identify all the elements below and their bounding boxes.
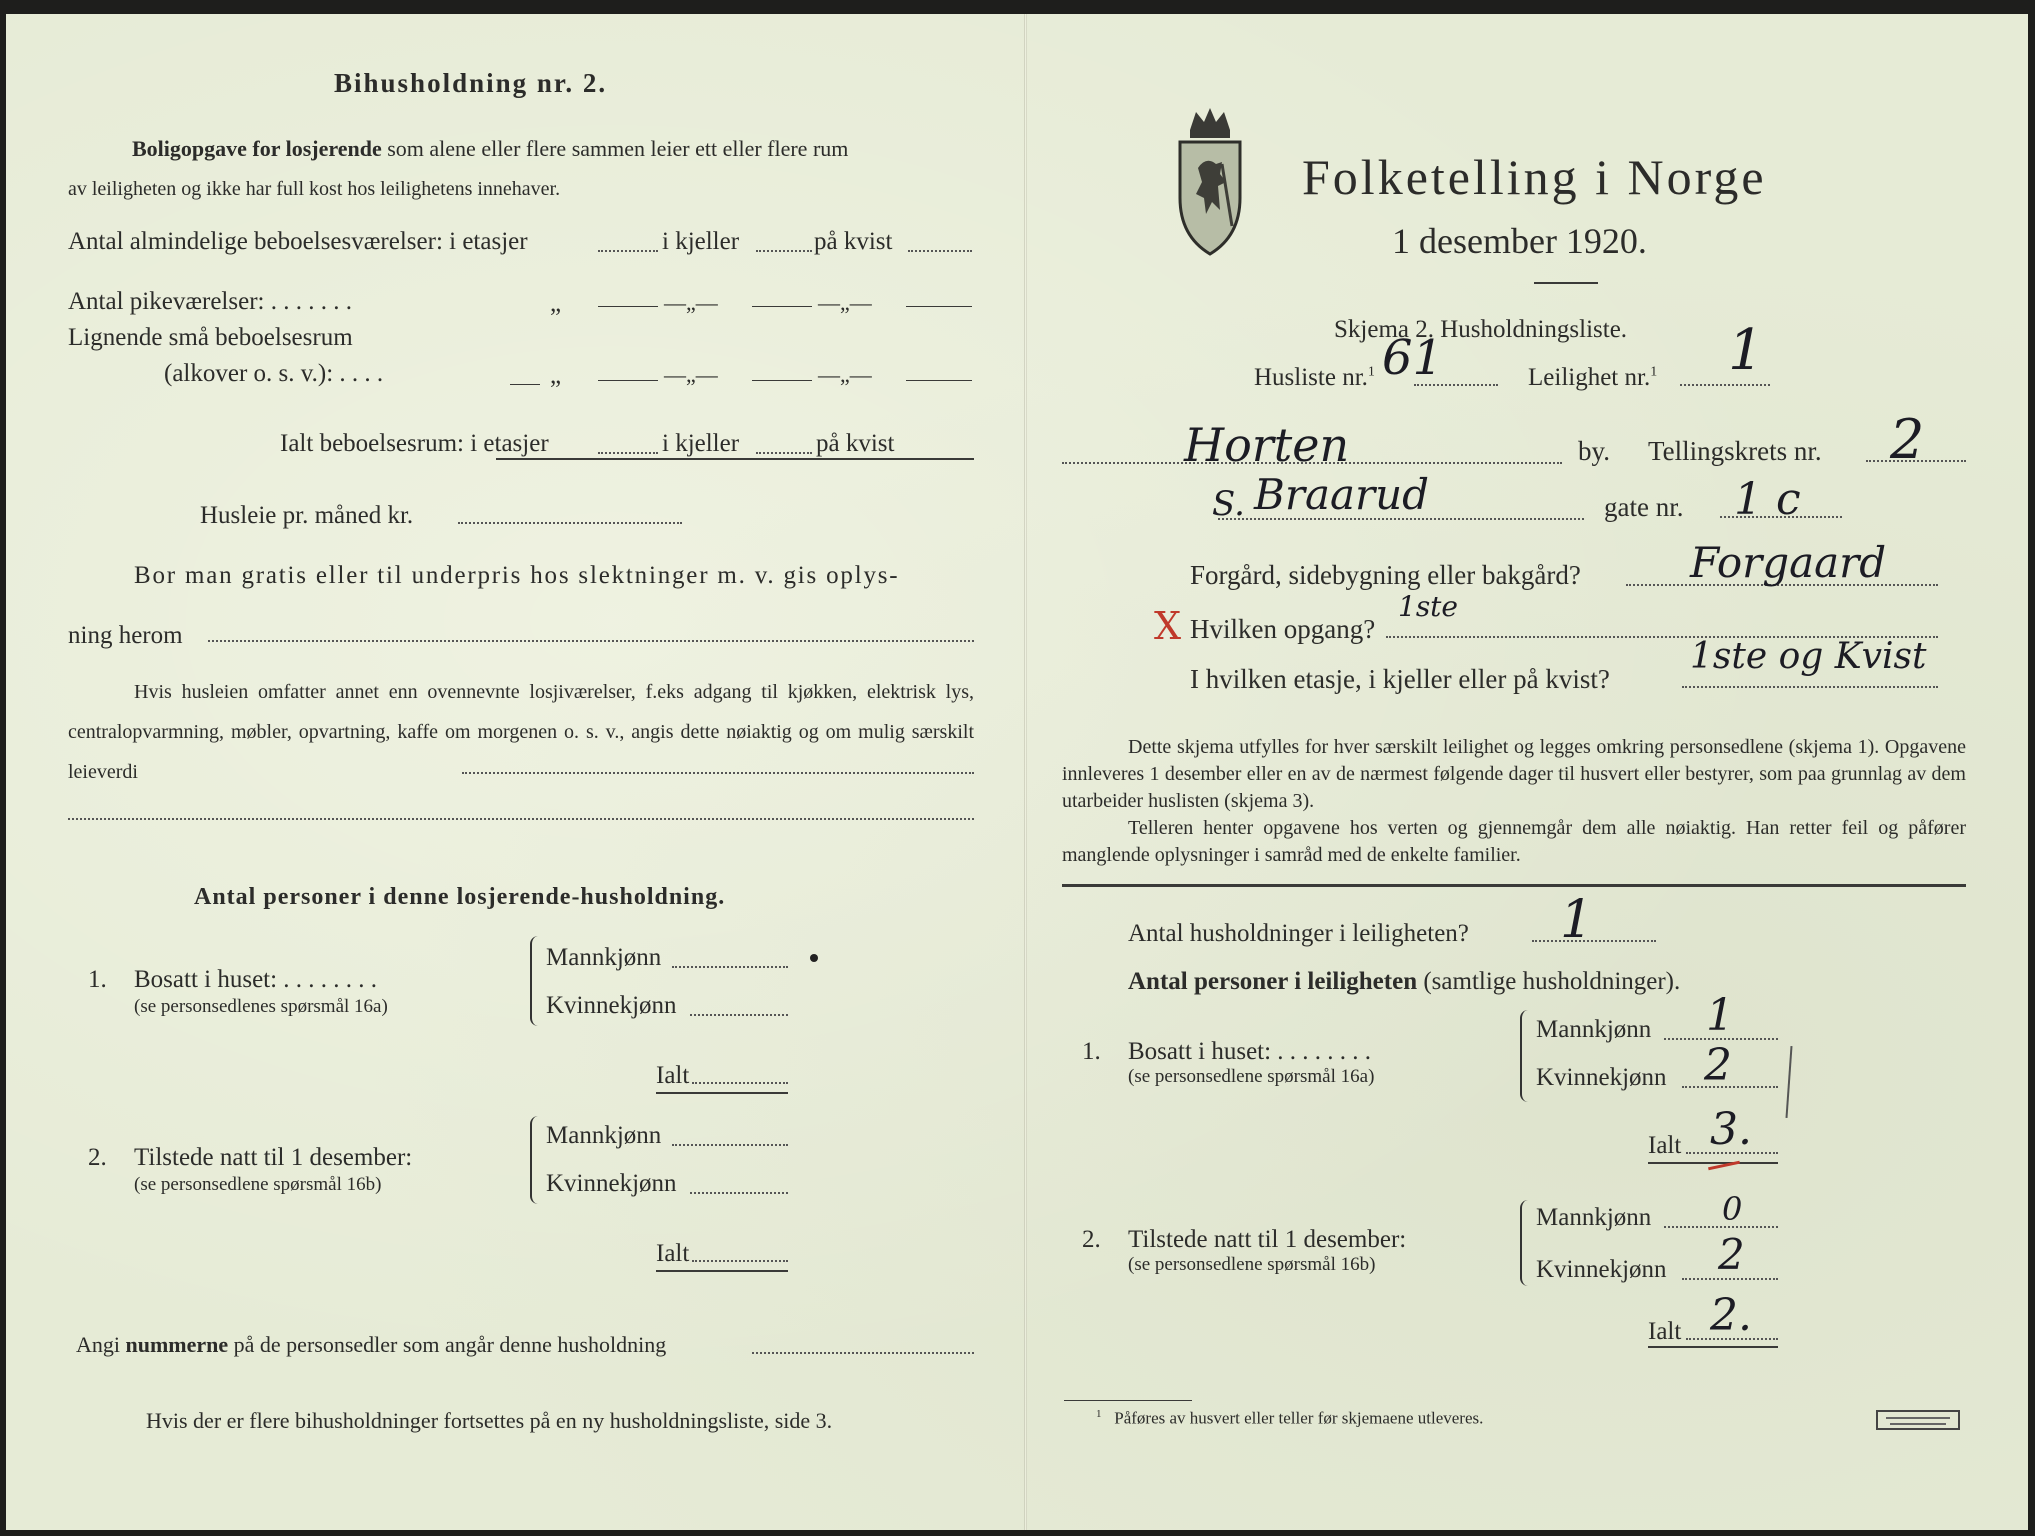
right-tilstede-ialt-value: 2. bbox=[1710, 1290, 1752, 1341]
right-q1-sub: (se personsedlene spørsmål 16a) bbox=[1128, 1066, 1375, 1087]
left-q2-mann-line bbox=[672, 1144, 788, 1146]
hvis-paragraph: Hvis husleien omfatter annet enn ovennevnte losjiværelser, f.eks adgang til kjøkken, elektrisk lys, centralopvarmning, møbler, opvartning, kaffe om morgenen o. s. v., angis dette nøiaktig og om mulig særskilt leieverdi bbox=[68, 681, 974, 783]
ialt-rooms-kvist: på kvist bbox=[816, 430, 895, 457]
right-q2-ialt-rule bbox=[1648, 1346, 1778, 1348]
lignende-ditto-2: —„— bbox=[664, 362, 718, 387]
husleie-line bbox=[458, 522, 682, 524]
left-footer: Hvis der er flere bihusholdninger fortsettes på en ny husholdningsliste, side 3. bbox=[146, 1408, 833, 1433]
left-q1-label: Bosatt i huset: . . . . . . . . bbox=[134, 966, 378, 993]
right-q2-sub: (se personsedlene spørsmål 16b) bbox=[1128, 1254, 1376, 1275]
antal-hush-line bbox=[1532, 940, 1656, 942]
gate-label: gate nr. bbox=[1604, 492, 1684, 522]
page-fold bbox=[1024, 14, 1027, 1530]
right-q1-kvinne: Kvinnekjønn bbox=[1536, 1064, 1667, 1091]
lignende-line-0 bbox=[510, 384, 540, 385]
left-q1-brace bbox=[530, 936, 542, 1026]
hvis-line bbox=[462, 772, 974, 774]
ialt-rooms-kjeller-line bbox=[756, 452, 812, 454]
antal-hush-label: Antal husholdninger i leiligheten? bbox=[1128, 920, 1469, 947]
left-q1-ialt: Ialt bbox=[656, 1062, 690, 1089]
pike-ditto-3: —„— bbox=[818, 290, 872, 315]
etasje-label: I hvilken etasje, i kjeller eller på kvist? bbox=[1190, 664, 1610, 694]
right-q2-ialt: Ialt bbox=[1648, 1318, 1682, 1345]
leilighet-line bbox=[1680, 384, 1770, 386]
leilighet-sup: 1 bbox=[1650, 364, 1658, 380]
printer-stamp-icon bbox=[1876, 1410, 1960, 1430]
angi-pre: Angi bbox=[76, 1332, 120, 1357]
left-q1-mann-line bbox=[672, 966, 788, 968]
rooms-kvist: på kvist bbox=[814, 228, 893, 255]
left-q2-ialt: Ialt bbox=[656, 1240, 690, 1267]
gate-prefix: S. bbox=[1212, 484, 1245, 524]
pike-line-3 bbox=[906, 306, 972, 307]
right-q1-ialt-rule bbox=[1648, 1162, 1778, 1164]
skjema-label: Skjema 2. Husholdningsliste. bbox=[1334, 316, 1628, 343]
right-q1-num: 1. bbox=[1082, 1038, 1101, 1065]
left-q2-ialt-dots bbox=[692, 1260, 788, 1262]
right-q1-mann: Mannkjønn bbox=[1536, 1016, 1652, 1043]
angi-dots bbox=[752, 1352, 974, 1354]
left-q2-kvinne: Kvinnekjønn bbox=[546, 1170, 677, 1197]
husliste-label bbox=[1254, 364, 1375, 392]
forgaard-value: Forgaard bbox=[1690, 538, 1887, 587]
opgang-label: Hvilken opgang? bbox=[1190, 614, 1376, 644]
opgang-value: 1ste bbox=[1398, 590, 1459, 623]
antal-pers-line bbox=[1128, 968, 1680, 996]
left-title: Bihusholdning nr. 2. bbox=[334, 68, 608, 98]
right-q2-label: Tilstede natt til 1 desember: bbox=[1128, 1226, 1407, 1253]
right-bosatt-ialt-value: 3. bbox=[1710, 1104, 1752, 1155]
tellingskrets-label: Tellingskrets nr. bbox=[1648, 436, 1822, 466]
etasje-line bbox=[1682, 686, 1938, 688]
left-q2-sub: (se personsedlene spørsmål 16b) bbox=[134, 1174, 382, 1195]
husliste-value: 61 bbox=[1382, 330, 1444, 386]
left-q1-num: 1. bbox=[88, 966, 107, 993]
rooms-etasjer-line bbox=[598, 250, 658, 252]
rooms-label: Antal almindelige beboelsesværelser: i etasjer bbox=[68, 228, 528, 255]
by-label: by. bbox=[1578, 436, 1610, 466]
forgaard-label: Forgård, sidebygning eller bakgård? bbox=[1190, 560, 1581, 590]
left-q1-ialt-rule bbox=[656, 1092, 788, 1094]
right-q1-ialt: Ialt bbox=[1648, 1132, 1682, 1159]
right-q2-mann-line bbox=[1664, 1226, 1778, 1228]
left-q1-kvinne: Kvinnekjønn bbox=[546, 992, 677, 1019]
footnote-rule bbox=[1064, 1400, 1192, 1401]
info-para-1: Dette skjema utfylles for hver særskilt leilighet og legges omkring personsedlene (skjema 1). Opgavene innleveres 1 desember eller en av de nærmest følgende dager til husvert eller bestyrer, som paa grunnlag av dem utarbeider huslisten (skjema 3). bbox=[1062, 736, 1966, 812]
bor-line bbox=[208, 640, 974, 642]
angi-bold: nummerne bbox=[125, 1332, 229, 1357]
left-antal-heading: Antal personer i denne losjerende-husholdning. bbox=[194, 884, 726, 910]
leilighet-label bbox=[1528, 364, 1657, 392]
right-q2-mann: Mannkjønn bbox=[1536, 1204, 1652, 1231]
info-rule bbox=[1062, 884, 1966, 887]
gate-nr-value: 1 c bbox=[1734, 474, 1801, 525]
pike-line-2 bbox=[752, 306, 812, 307]
pike-label: Antal pikeværelser: . . . . . . . bbox=[68, 288, 352, 315]
info-para-2: Telleren henter opgavene hos verten og gjennemgår dem alle nøiaktig. Han retter feil og påfører manglende oplysninger i samråd med de enkelte familier. bbox=[1062, 817, 1966, 866]
pike-line-1 bbox=[598, 306, 658, 307]
husliste-text: Husliste nr. bbox=[1254, 364, 1368, 391]
right-q1-brace bbox=[1520, 1010, 1532, 1102]
right-bosatt-kvinne-value: 2 bbox=[1704, 1040, 1732, 1091]
etasje-value: 1ste og Kvist bbox=[1690, 636, 1927, 677]
left-q1-ialt-dots bbox=[692, 1082, 788, 1084]
leilighet-text: Leilighet nr. bbox=[1528, 364, 1651, 391]
lignende-label-1: Lignende små beboelsesrum bbox=[68, 324, 353, 351]
husleie-label: Husleie pr. måned kr. bbox=[200, 502, 414, 529]
pike-ditto: „ bbox=[550, 290, 562, 317]
ialt-rooms-kjeller: i kjeller bbox=[662, 430, 740, 457]
title-rule bbox=[1534, 282, 1598, 284]
tellingskrets-value: 2 bbox=[1890, 408, 1925, 471]
rooms-kvist-line bbox=[908, 250, 972, 252]
intro-line-1 bbox=[132, 136, 848, 162]
footnote-num: 1 bbox=[1096, 1408, 1102, 1420]
intro-line-2: av leiligheten og ikke har full kost hos leilighetens innehaver. bbox=[68, 178, 561, 200]
right-q2-brace bbox=[1520, 1200, 1532, 1286]
angi-line bbox=[76, 1332, 666, 1358]
gate-value: Braarud bbox=[1254, 470, 1430, 519]
lignende-label-2: (alkover o. s. v.): . . . . bbox=[164, 360, 384, 387]
antal-pers-rest: (samtlige husholdninger). bbox=[1423, 968, 1681, 995]
left-q2-num: 2. bbox=[88, 1144, 107, 1171]
lignende-line-1 bbox=[598, 380, 658, 381]
angi-rest: på de personsedler som angår denne husholdning bbox=[233, 1332, 667, 1357]
intro-rest: som alene eller flere sammen leier ett eller flere rum bbox=[387, 136, 849, 161]
right-bosatt-mann-value: 1 bbox=[1706, 990, 1734, 1041]
right-q2-num: 2. bbox=[1082, 1226, 1101, 1253]
right-q2-kvinne: Kvinnekjønn bbox=[1536, 1256, 1667, 1283]
left-q1-kvinne-line bbox=[690, 1014, 788, 1016]
husliste-sup: 1 bbox=[1367, 364, 1375, 380]
footnote-line bbox=[1096, 1408, 1483, 1429]
left-q2-brace bbox=[530, 1116, 542, 1204]
rooms-kjeller-line bbox=[756, 250, 812, 252]
left-q2-label: Tilstede natt til 1 desember: bbox=[134, 1144, 413, 1171]
ialt-rooms-etasjer-line bbox=[598, 452, 658, 454]
hvis-line-2 bbox=[68, 818, 974, 820]
right-title: Folketelling i Norge bbox=[1302, 149, 1767, 205]
left-q2-kvinne-line bbox=[690, 1192, 788, 1194]
norway-coat-of-arms-icon bbox=[1176, 102, 1244, 258]
lignende-ditto: „ bbox=[550, 362, 562, 389]
ialt-rooms-underline bbox=[496, 458, 974, 460]
lignende-line-2 bbox=[752, 380, 812, 381]
left-q2-mann: Mannkjønn bbox=[546, 1122, 662, 1149]
right-tilstede-mann-value: 0 bbox=[1722, 1190, 1743, 1228]
footnote-text: Påføres av husvert eller teller før skjemaene utleveres. bbox=[1114, 1408, 1484, 1428]
pike-ditto-2: —„— bbox=[664, 290, 718, 315]
lignende-ditto-3: —„— bbox=[818, 362, 872, 387]
right-q1-label: Bosatt i huset: . . . . . . . . bbox=[1128, 1038, 1372, 1065]
left-q2-ialt-rule bbox=[656, 1270, 788, 1272]
antal-hush-value: 1 bbox=[1560, 890, 1594, 950]
left-q1-sub: (se personsedlenes spørsmål 16a) bbox=[134, 996, 388, 1017]
leilighet-value: 1 bbox=[1728, 318, 1764, 383]
right-tilstede-kvinne-value: 2 bbox=[1718, 1230, 1745, 1279]
bor-line-1: Bor man gratis eller til underpris hos slektninger m. v. gis oplys- bbox=[134, 562, 900, 589]
ialt-rooms-label: Ialt beboelsesrum: i etasjer bbox=[280, 430, 549, 457]
left-q1-mann: Mannkjønn bbox=[546, 944, 662, 971]
intro-bold: Boligopgave for losjerende bbox=[132, 136, 382, 161]
bor-line-2: ning herom bbox=[68, 622, 183, 649]
right-date: 1 desember 1920. bbox=[1392, 221, 1647, 261]
rooms-kjeller: i kjeller bbox=[662, 228, 740, 255]
antal-pers-bold: Antal personer i leiligheten bbox=[1128, 968, 1418, 995]
lignende-line-3 bbox=[906, 380, 972, 381]
ink-dot bbox=[810, 954, 818, 962]
by-value: Horten bbox=[1184, 418, 1350, 472]
opgang-red-mark: X bbox=[1154, 604, 1182, 648]
